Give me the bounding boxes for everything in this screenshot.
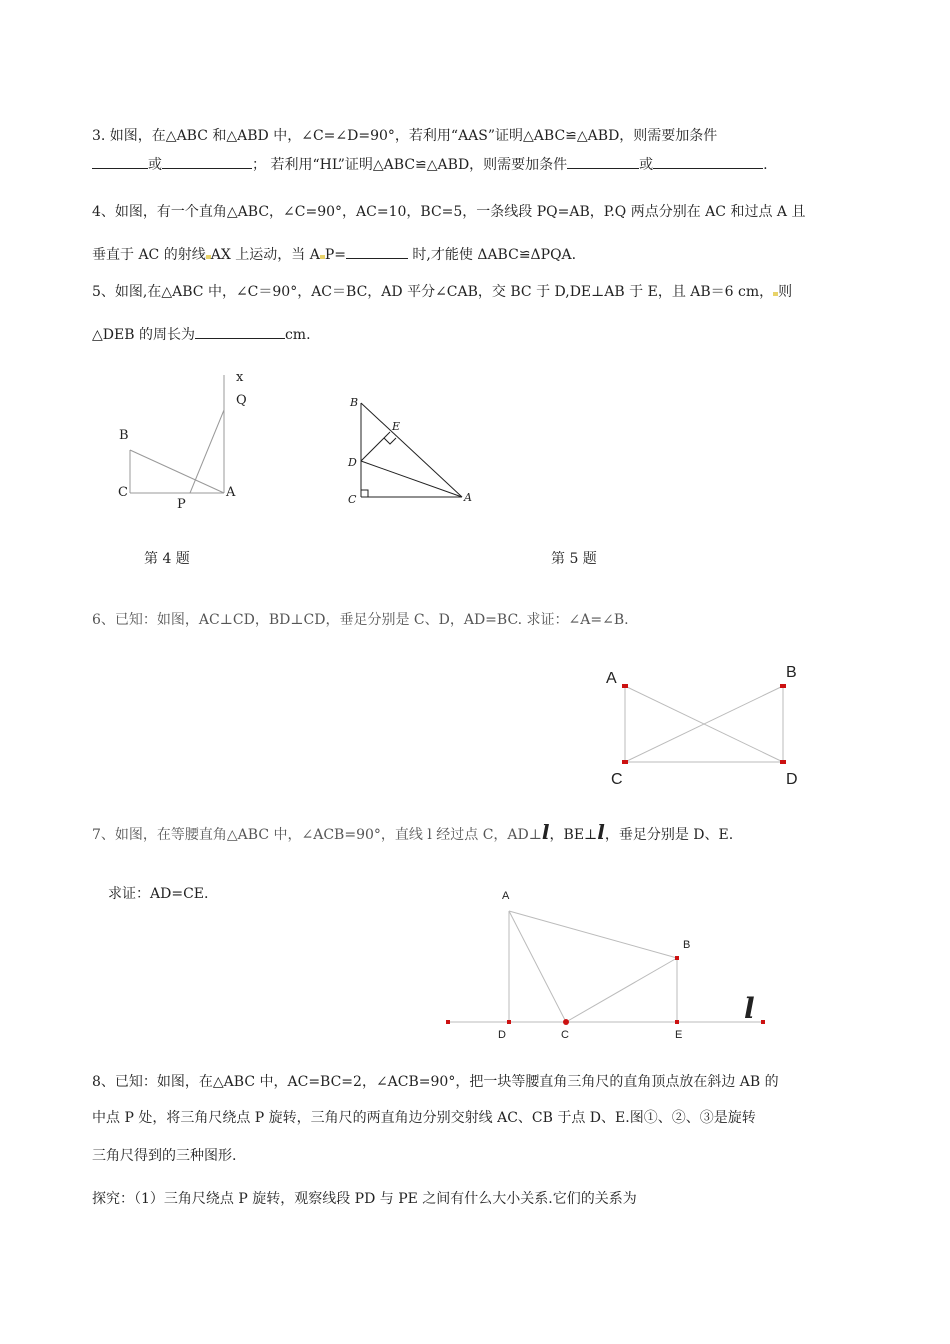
fig4-label-b: B bbox=[119, 428, 129, 443]
q6-text: 6、已知：如图，AC⊥CD，BD⊥CD，垂足分别是 C、D，AD=BC. 求证：∠A=∠B. bbox=[92, 612, 629, 628]
fig7-label-b: B bbox=[683, 939, 691, 951]
q5-text-b: 则 bbox=[778, 284, 793, 300]
fig7-label-e: E bbox=[675, 1029, 683, 1041]
q7-text-c: ，垂足分别是 D、E. bbox=[604, 827, 734, 843]
point-e bbox=[675, 1020, 679, 1024]
q4-text-d: 时,才能使 ΔABC≌ΔPQA. bbox=[407, 247, 577, 263]
q7-text-b: ，BE⊥ bbox=[549, 827, 598, 843]
fig5-label-c: C bbox=[348, 493, 357, 506]
q8-line2: 中点 P 处，将三角尺绕点 P 旋转，三角尺的两直角边分别交射线 AC、CB 于点 D、E.图①、②、③是旋转 bbox=[92, 1110, 756, 1126]
fig4-label-p: P bbox=[177, 497, 186, 512]
fig6-label-a: A bbox=[606, 670, 617, 687]
fig6-label-b: B bbox=[786, 664, 797, 681]
point-b bbox=[675, 956, 679, 960]
line-l-symbol: l bbox=[541, 820, 550, 844]
q3-hl-text: ； 若利用“HL”证明△ABC≌△ABD，则需要加条件 bbox=[252, 157, 568, 173]
q5-text-d: cm. bbox=[284, 327, 311, 343]
fig5-label-a: A bbox=[464, 491, 472, 504]
q8-line3: 三角尺得到的三种图形. bbox=[92, 1148, 237, 1164]
fig7-label-l: l bbox=[744, 992, 755, 1025]
fig4-caption: 第 4 题 bbox=[144, 551, 190, 567]
fig4-label-x: x bbox=[236, 370, 244, 385]
fig5-label-e: E bbox=[392, 420, 401, 433]
q5-text-c: △DEB 的周长为 bbox=[92, 327, 195, 343]
q7-proof: 求证：AD=CE. bbox=[108, 886, 209, 902]
fig7-label-d: D bbox=[498, 1029, 506, 1041]
q3-or-2: 或 bbox=[639, 157, 654, 173]
point-d bbox=[507, 1020, 511, 1024]
fig5-label-d: D bbox=[348, 456, 357, 469]
fig4-label-a: A bbox=[226, 485, 236, 500]
point-left-end bbox=[446, 1020, 450, 1024]
q5-text-a: 5、如图,在△ABC 中，∠C＝90°，AC＝BC，AD 平分∠CAB，交 BC 于 D,DE⊥AB 于 E，且 AB＝6 cm， bbox=[92, 284, 774, 300]
segment-ac bbox=[509, 911, 566, 1022]
q8-line1: 8、已知：如图，在△ABC 中，AC=BC=2，∠ACB=90°，把一块等腰直角三角尺的直角顶点放在斜边 AB 的 bbox=[92, 1074, 779, 1090]
fig5-label-b: B bbox=[350, 396, 359, 409]
point-right-end bbox=[761, 1020, 765, 1024]
q4-line1: 4、如图，有一个直角△ABC，∠C=90°，AC=10，BC=5，一条线段 PQ=AB，P.Q 两点分别在 AC 和过点 A 且 bbox=[92, 204, 806, 220]
fig6-label-c: C bbox=[611, 771, 623, 788]
fig7-label-c: C bbox=[561, 1029, 569, 1041]
segment-ab bbox=[509, 911, 677, 958]
line-l-symbol: l bbox=[597, 820, 605, 844]
fig5-caption: 第 5 题 bbox=[551, 551, 597, 567]
fig4-label-q: Q bbox=[236, 393, 247, 408]
segment-cb bbox=[566, 958, 677, 1022]
q3-end: . bbox=[763, 157, 768, 173]
q4-text-a: 垂直于 AC 的射线 bbox=[92, 247, 206, 263]
fig4-label-c: C bbox=[118, 485, 128, 500]
q3-line1: 3. 如图，在△ABC 和△ABD 中，∠C=∠D=90°，若利用“AAS”证明△ABC≌△ABD，则需要加条件 bbox=[92, 128, 718, 144]
q8-line4: 探究：（1）三角尺绕点 P 旋转，观察线段 PD 与 PE 之间有什么大小关系.它们的关系为 bbox=[92, 1191, 637, 1207]
q3-or-1: 或 bbox=[148, 157, 162, 173]
point-c bbox=[563, 1019, 569, 1025]
q7-text-a: 7、如图，在等腰直角△ABC 中，∠ACB=90°，直线 l 经过点 C，AD⊥ bbox=[92, 827, 542, 843]
q4-text-b: AX 上运动，当 A bbox=[210, 247, 320, 263]
fig7-label-a: A bbox=[502, 890, 510, 902]
q4-text-c: P= bbox=[324, 247, 346, 263]
fig6-label-d: D bbox=[786, 771, 798, 788]
